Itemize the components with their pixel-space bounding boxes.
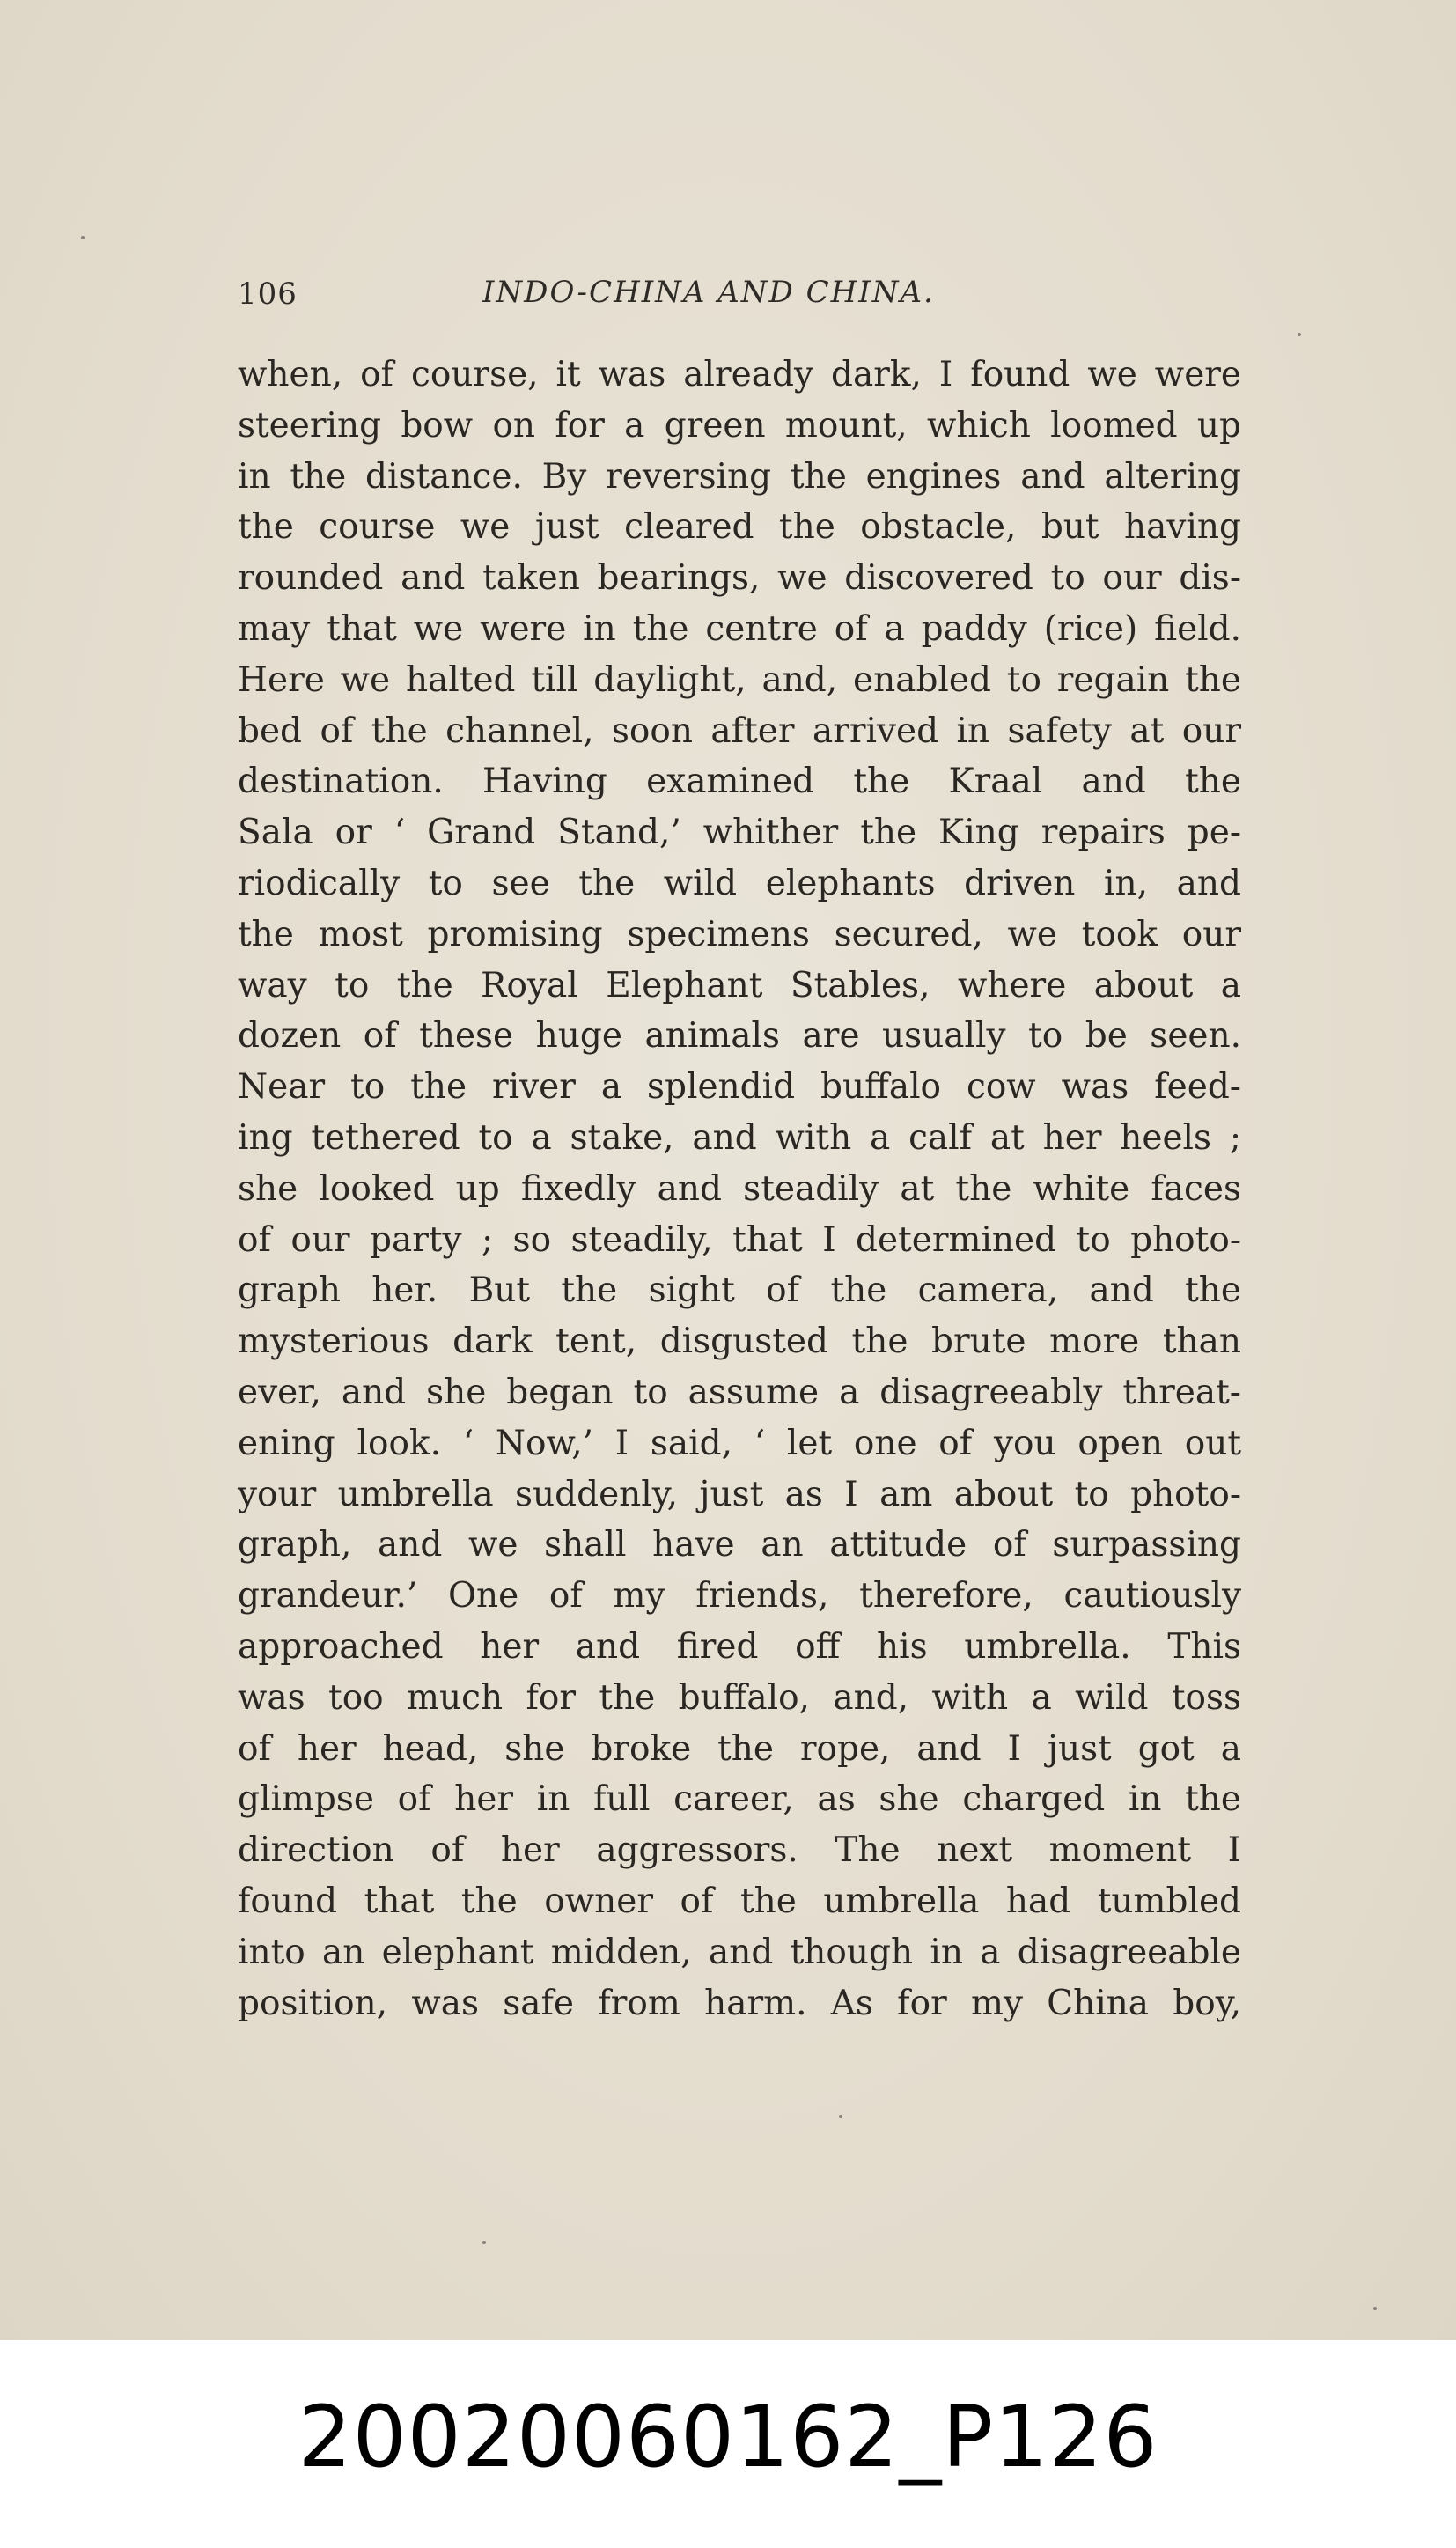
text-line: ening look. ‘ Now,’ I said, ‘ let one of you open out: [238, 1423, 1241, 1463]
text-line: graph, and we shall have an attitude of surpassing: [238, 1525, 1241, 1565]
image-id-caption: 20020060162_P126: [298, 2388, 1158, 2486]
paper-speck: [839, 2115, 842, 2118]
text-line: position, was safe from harm. As for my China boy,: [238, 1983, 1241, 2023]
text-line: in the distance. By reversing the engines and altering: [238, 456, 1241, 497]
text-line: rounded and taken bearings, we discovered to our dis-: [238, 558, 1241, 599]
text-line: Near to the river a splendid buffalo cow was feed-: [238, 1067, 1241, 1108]
text-line: ever, and she began to assume a disagreeably threat-: [238, 1372, 1241, 1412]
text-line: your umbrella suddenly, just as I am about to photo-: [238, 1474, 1241, 1514]
text-line: of our party ; so steadily, that I determined to photo-: [238, 1219, 1241, 1260]
text-line: steering bow on for a green mount, which loomed up: [238, 405, 1241, 446]
text-line: was too much for the buffalo, and, with a wild toss: [238, 1677, 1241, 1718]
text-line: graph her. But the sight of the camera, and the: [238, 1270, 1241, 1311]
text-line: bed of the channel, soon after arrived in safety at our: [238, 711, 1241, 751]
text-line: of her head, she broke the rope, and I just got a: [238, 1728, 1241, 1769]
running-head: [238, 273, 995, 319]
text-line: mysterious dark tent, disgusted the brute more than: [238, 1322, 1241, 1362]
text-line: dozen of these huge animals are usually to be seen.: [238, 1016, 1241, 1057]
text-line: may that we were in the centre of a paddy (rice) field.: [238, 608, 1241, 649]
text-line: the course we just cleared the obstacle, but having: [238, 507, 1241, 548]
text-line: destination. Having examined the Kraal and the: [238, 762, 1241, 802]
paper-speck: [81, 236, 85, 239]
text-line: direction of her aggressors. The next moment I: [238, 1830, 1241, 1871]
text-line: grandeur.’ One of my friends, therefore, cautiously: [238, 1576, 1241, 1616]
text-line: ing tethered to a stake, and with a calf at her heels ;: [238, 1117, 1241, 1158]
text-line: into an elephant midden, and though in a disagreeable: [238, 1932, 1241, 1972]
text-line: found that the owner of the umbrella had tumbled: [238, 1881, 1241, 1921]
text-line: Sala or ‘ Grand Stand,’ whither the King repairs pe-: [238, 813, 1241, 853]
text-line: glimpse of her in full career, as she charged in the: [238, 1779, 1241, 1820]
text-line: way to the Royal Elephant Stables, where about a: [238, 965, 1241, 1005]
text-line: approached her and fired off his umbrella. This: [238, 1626, 1241, 1667]
text-line: she looked up fixedly and steadily at the white faces: [238, 1168, 1241, 1209]
text-line: Here we halted till daylight, and, enabled to regain the: [238, 659, 1241, 700]
paper-speck: [482, 2241, 486, 2244]
page-number: 106: [238, 276, 298, 312]
text-line: the most promising specimens secured, we took our: [238, 914, 1241, 954]
running-title: INDO-CHINA AND CHINA.: [482, 275, 935, 310]
body-text: [238, 350, 1241, 2029]
paper-speck: [1298, 333, 1301, 336]
text-line: riodically to see the wild elephants driven in, and: [238, 863, 1241, 903]
text-line: when, of course, it was already dark, I found we were: [238, 355, 1241, 394]
paper-speck: [1373, 2307, 1377, 2310]
